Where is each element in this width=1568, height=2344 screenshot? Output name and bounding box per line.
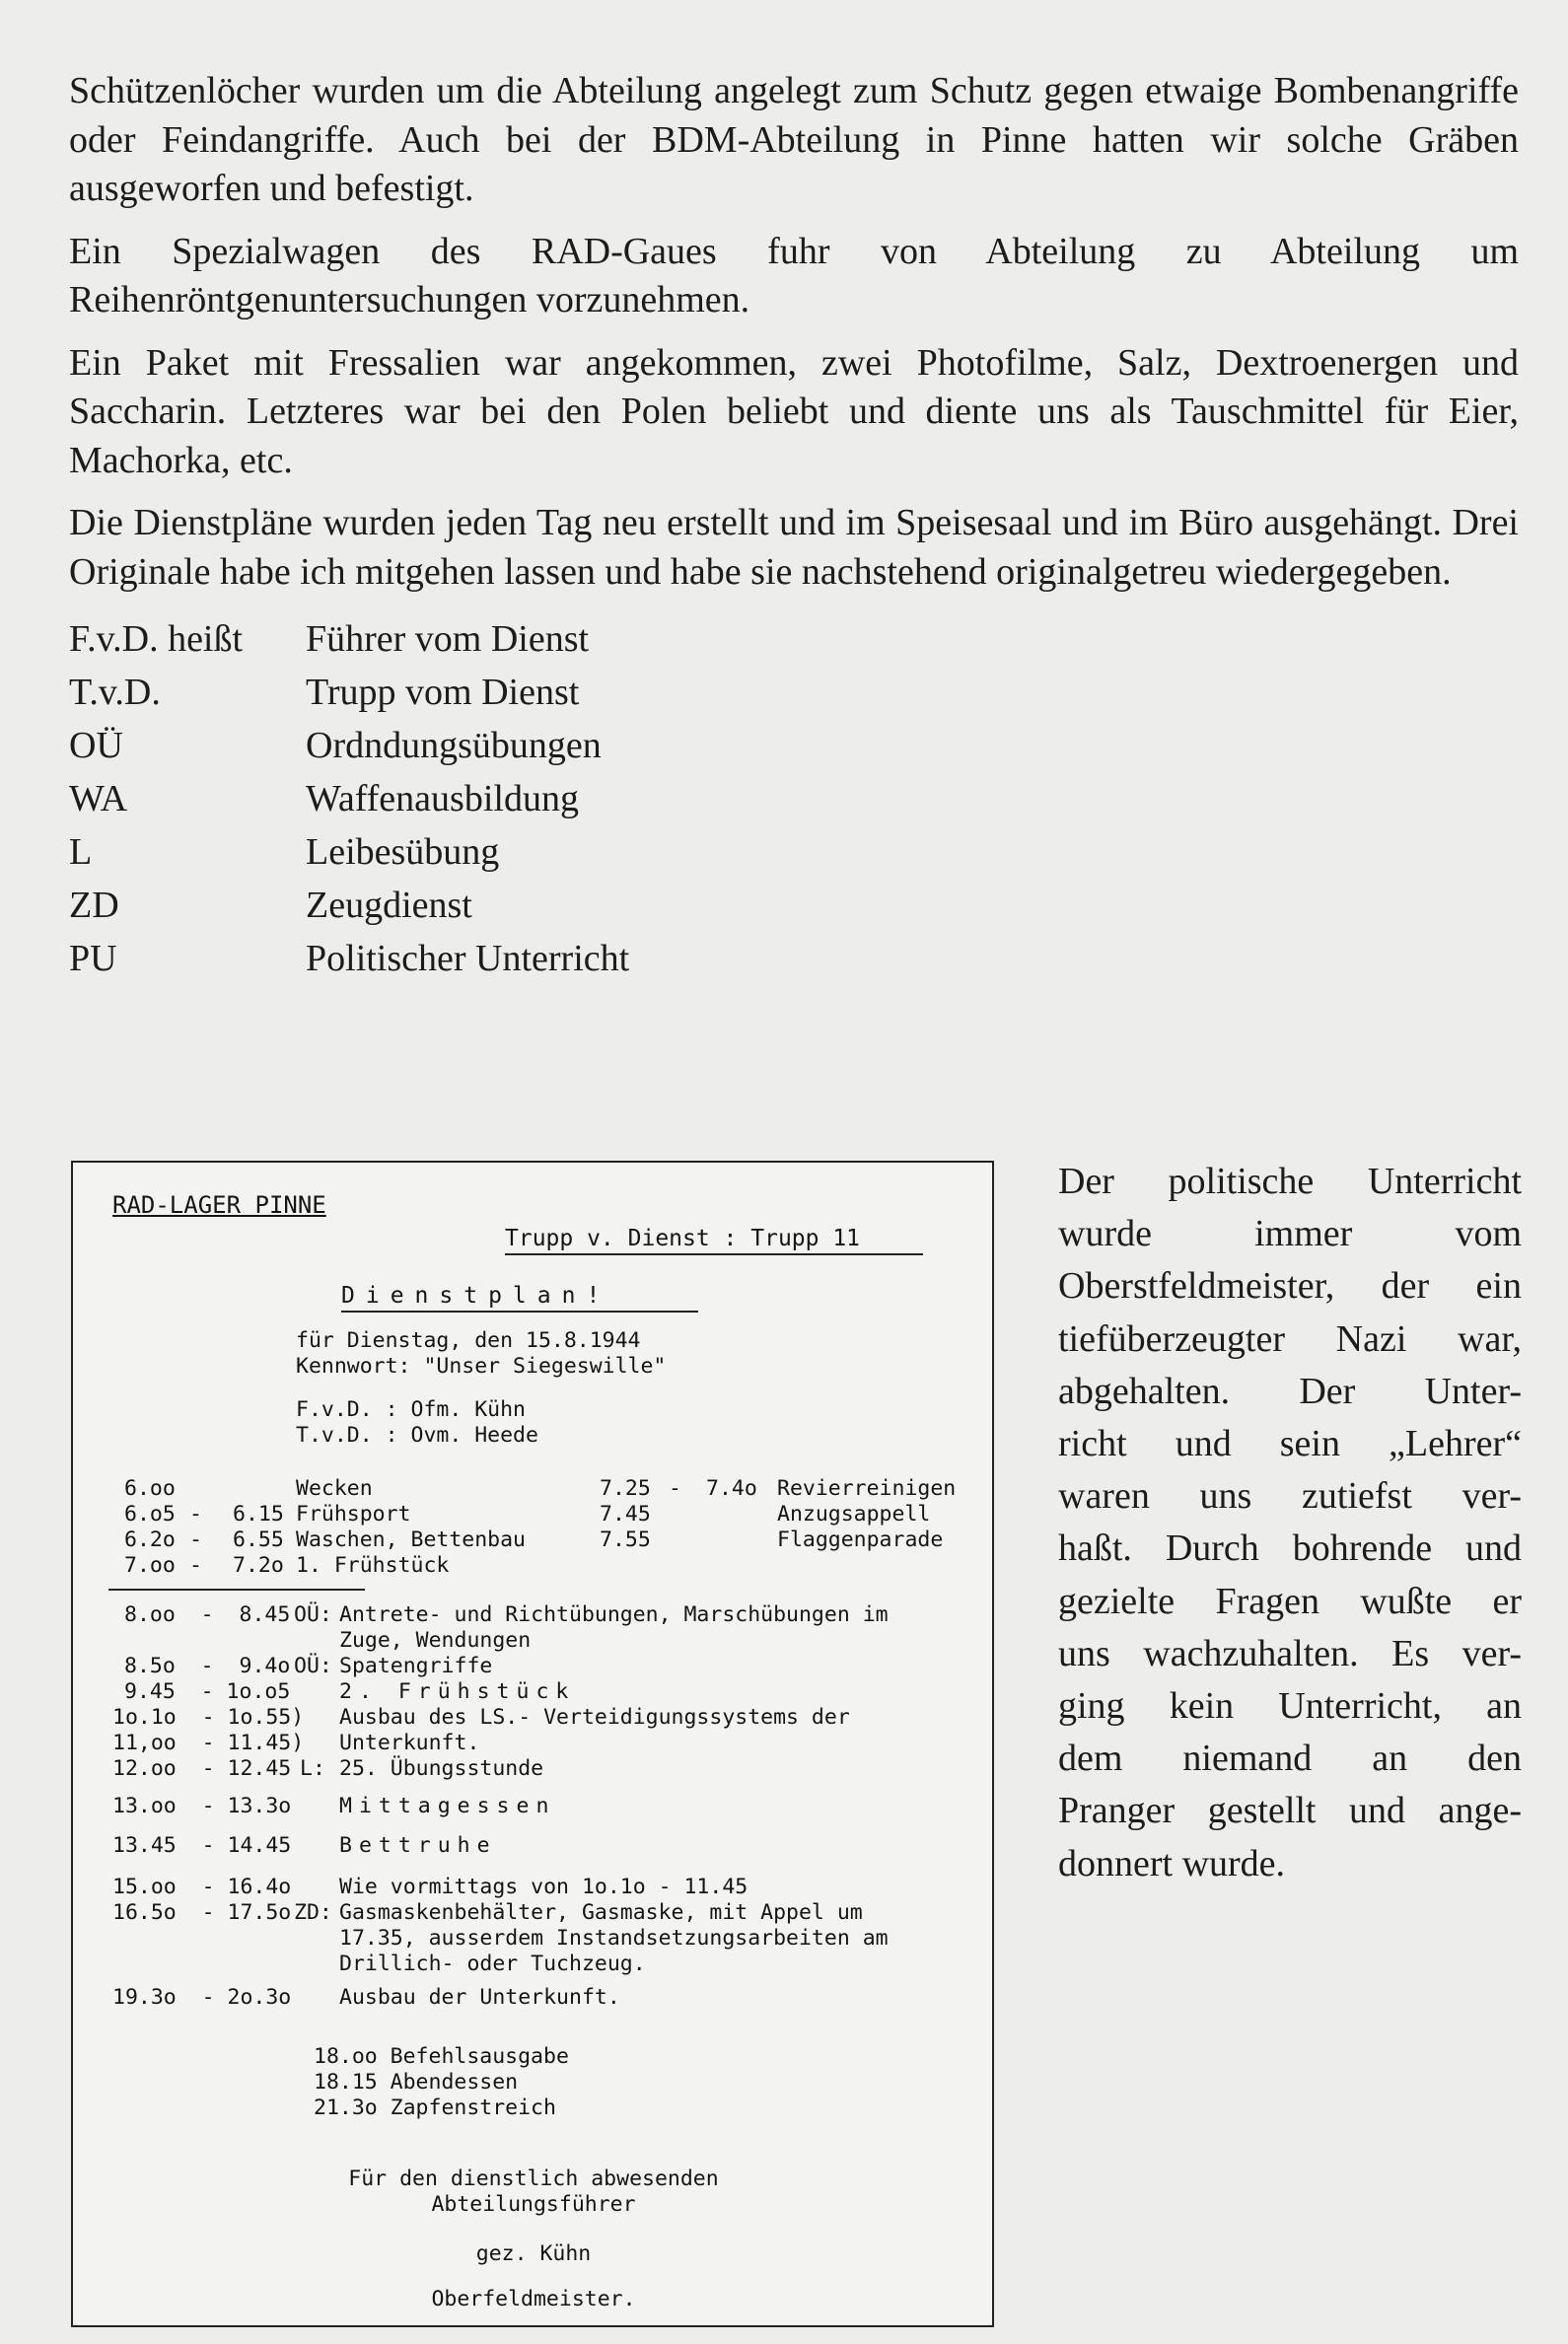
paragraph-3: Ein Paket mit Fressalien war angekommen, zwei Photofilme, Salz, Dextroenergen und Saccharin. Letzteres war bei den Polen beliebt und diente uns als Tauschmittel für Eier, Machorka, etc. — [69, 341, 1519, 481]
activity: Gasmaskenbehälter, Gasmaske, mit Appel um — [339, 1900, 863, 1925]
time-range: 12.oo - 12.45 — [112, 1756, 292, 1781]
activity: 17.35, ausserdem Instandsetzungsarbeiten am — [339, 1926, 889, 1951]
activity: Mittagessen — [339, 1794, 556, 1818]
activity: Revierreinigen — [777, 1476, 957, 1501]
time-end: 6.15 — [233, 1502, 284, 1527]
duty-schedule-document — [71, 1161, 994, 2327]
activity: 1. Frühstück — [296, 1553, 450, 1578]
activity: Wie vormittags von 1o.1o - 11.45 — [339, 1875, 748, 1899]
time-range: 9.45 - 1o.o5 — [124, 1679, 291, 1704]
side-line: gezielte Fragen wußte er — [1058, 1580, 1522, 1622]
activity: 25. Übungsstunde — [339, 1756, 544, 1781]
side-column-text — [1058, 1156, 1522, 1890]
abbreviation-value: Zeugdienst — [306, 885, 472, 926]
activity: Spatengriffe — [339, 1654, 493, 1678]
abbreviation-row — [69, 612, 1519, 666]
trupp-line: Trupp v. Dienst : Trupp 11 — [505, 1226, 861, 1251]
time-start: 6.o5 — [124, 1502, 176, 1527]
time-range: 16.5o - 17.5o — [112, 1900, 292, 1925]
signature-line: Für den dienstlich abwesenden — [348, 2166, 719, 2191]
fvd-line: F.v.D. : Ofm. Kühn — [296, 1397, 526, 1422]
paragraph-1: Schützenlöcher wurden um die Abteilung angelegt zum Schutz gegen etwaige Bombenangriffe oder Feindangriffe. Auch bei der BDM-Abteilung in Pinne hatten wir solche Gräben ausgeworfen und befestigt. — [69, 70, 1519, 209]
divider — [505, 1253, 923, 1255]
activity: Unterkunft. — [339, 1731, 480, 1755]
time-start: 6.oo — [124, 1476, 176, 1501]
signature-line: Abteilungsführer — [431, 2192, 636, 2217]
code: OÜ: — [294, 1654, 332, 1678]
side-line: Oberstfeldmeister, der ein — [1058, 1265, 1522, 1308]
time-range: 13.45 - 14.45 — [112, 1833, 292, 1858]
time-dash: - — [669, 1476, 681, 1501]
abbreviation-key: L — [69, 831, 93, 873]
side-line: wurde immer vom — [1058, 1213, 1522, 1255]
time-end: 7.4o — [706, 1476, 757, 1501]
abbreviation-key: F.v.D. heißt — [69, 618, 244, 660]
side-line: richt und sein „Lehrer“ — [1058, 1423, 1522, 1465]
kennwort-line: Kennwort: "Unser Siegeswille" — [296, 1354, 667, 1379]
time-range: 19.3o - 2o.3o — [112, 1985, 292, 2010]
abbreviation-value: Ordndungsübungen — [306, 725, 602, 766]
abbreviation-row — [69, 879, 1519, 932]
time-start: 7.oo — [124, 1553, 176, 1578]
activity: Wecken — [296, 1476, 373, 1501]
side-line: haßt. Durch bohrende und — [1058, 1527, 1522, 1570]
signature-name: gez. Kühn — [475, 2241, 592, 2266]
divider — [341, 1311, 698, 1313]
code: OÜ: — [294, 1602, 332, 1627]
time-start: 7.45 — [600, 1502, 651, 1527]
document-title: RAD-LAGER PINNE — [112, 1191, 326, 1219]
abbreviation-value: Trupp vom Dienst — [306, 672, 580, 713]
time-start: 7.55 — [600, 1527, 651, 1552]
side-line: ging kein Unterricht, an — [1058, 1685, 1522, 1728]
side-line: donnert wurde. — [1058, 1842, 1286, 1884]
time-end: 6.55 — [233, 1527, 284, 1552]
time-range: 8.oo - 8.45 — [124, 1602, 291, 1627]
side-line: Der politische Unterricht — [1058, 1161, 1522, 1202]
paragraph-2: Ein Spezialwagen des RAD-Gaues fuhr von Abteilung zu Abteilung um Reihenröntgenuntersuchungen vorzunehmen. — [69, 230, 1519, 320]
abbreviation-row — [69, 666, 1519, 719]
side-line: Pranger gestellt und ange- — [1058, 1790, 1522, 1832]
time-range: 8.5o - 9.4o — [124, 1654, 291, 1678]
side-line: abgehalten. Der Unter- — [1058, 1370, 1522, 1412]
abbreviation-value: Leibesübung — [306, 831, 500, 873]
side-line: tiefüberzeugter Nazi war, — [1058, 1317, 1522, 1360]
abbreviation-value: Politischer Unterricht — [306, 938, 630, 979]
body-text — [69, 67, 1519, 985]
abbreviation-value: Führer vom Dienst — [306, 618, 590, 660]
side-line: dem niemand an den — [1058, 1738, 1522, 1780]
activity: Frühsport — [296, 1502, 411, 1527]
activity: Ausbau der Unterkunft. — [339, 1985, 620, 2010]
activity: Waschen, Bettenbau — [296, 1527, 526, 1552]
time-range: 11,oo - 11.45) — [112, 1731, 305, 1755]
time-range: 1o.1o - 1o.55) — [112, 1705, 305, 1730]
time-dash: - — [189, 1527, 202, 1552]
abbreviation-key: WA — [69, 778, 128, 819]
abbreviation-value: Waffenausbildung — [306, 778, 579, 819]
activity: Antrete- und Richtübungen, Marschübungen im — [339, 1602, 889, 1627]
evening-item: 18.15 Abendessen — [314, 2070, 519, 2095]
abbreviation-row — [69, 719, 1519, 772]
abbreviation-key: T.v.D. — [69, 672, 161, 713]
date-line: für Dienstag, den 15.8.1944 — [296, 1328, 641, 1353]
code: L: — [300, 1756, 325, 1781]
activity: Ausbau des LS.- Verteidigungssystems der — [339, 1705, 850, 1730]
code: ZD: — [294, 1900, 332, 1925]
activity: Bettruhe — [339, 1833, 497, 1858]
activity: Anzugsappell — [777, 1502, 931, 1527]
abbreviation-key: ZD — [69, 885, 119, 926]
time-range: 13.oo - 13.3o — [112, 1794, 292, 1818]
tvd-line: T.v.D. : Ovm. Heede — [296, 1423, 538, 1448]
abbreviation-key: PU — [69, 938, 117, 979]
paragraph-4: Die Dienstpläne wurden jeden Tag neu erstellt und im Speisesaal und im Büro ausgehängt. Drei Originale habe ich mitgehen lassen und habe sie nachstehend originalgetreu wiedergegeben. — [69, 502, 1519, 593]
divider — [108, 1589, 365, 1591]
plan-title: Dienstplan! — [341, 1283, 611, 1309]
activity: Flaggenparade — [777, 1527, 944, 1552]
time-dash: - — [189, 1553, 202, 1578]
activity: Zuge, Wendungen — [339, 1628, 532, 1653]
abbreviation-list — [69, 612, 1519, 985]
abbreviation-row — [69, 772, 1519, 825]
time-dash: - — [189, 1502, 202, 1527]
evening-item: 21.3o Zapfenstreich — [314, 2095, 556, 2120]
side-line: waren uns zutiefst ver- — [1058, 1475, 1522, 1518]
activity: Drillich- oder Tuchzeug. — [339, 1952, 646, 1976]
abbreviation-key: OÜ — [69, 725, 123, 766]
time-end: 7.2o — [233, 1553, 284, 1578]
time-start: 7.25 — [600, 1476, 651, 1501]
time-range: 15.oo - 16.4o — [112, 1875, 292, 1899]
abbreviation-row — [69, 825, 1519, 879]
evening-item: 18.oo Befehlsausgabe — [314, 2044, 569, 2069]
time-start: 6.2o — [124, 1527, 176, 1552]
activity: 2. Frühstück — [339, 1679, 576, 1704]
side-line: uns wachzuhalten. Es ver- — [1058, 1632, 1522, 1674]
signature-rank: Oberfeldmeister. — [431, 2287, 636, 2311]
abbreviation-row — [69, 932, 1519, 985]
